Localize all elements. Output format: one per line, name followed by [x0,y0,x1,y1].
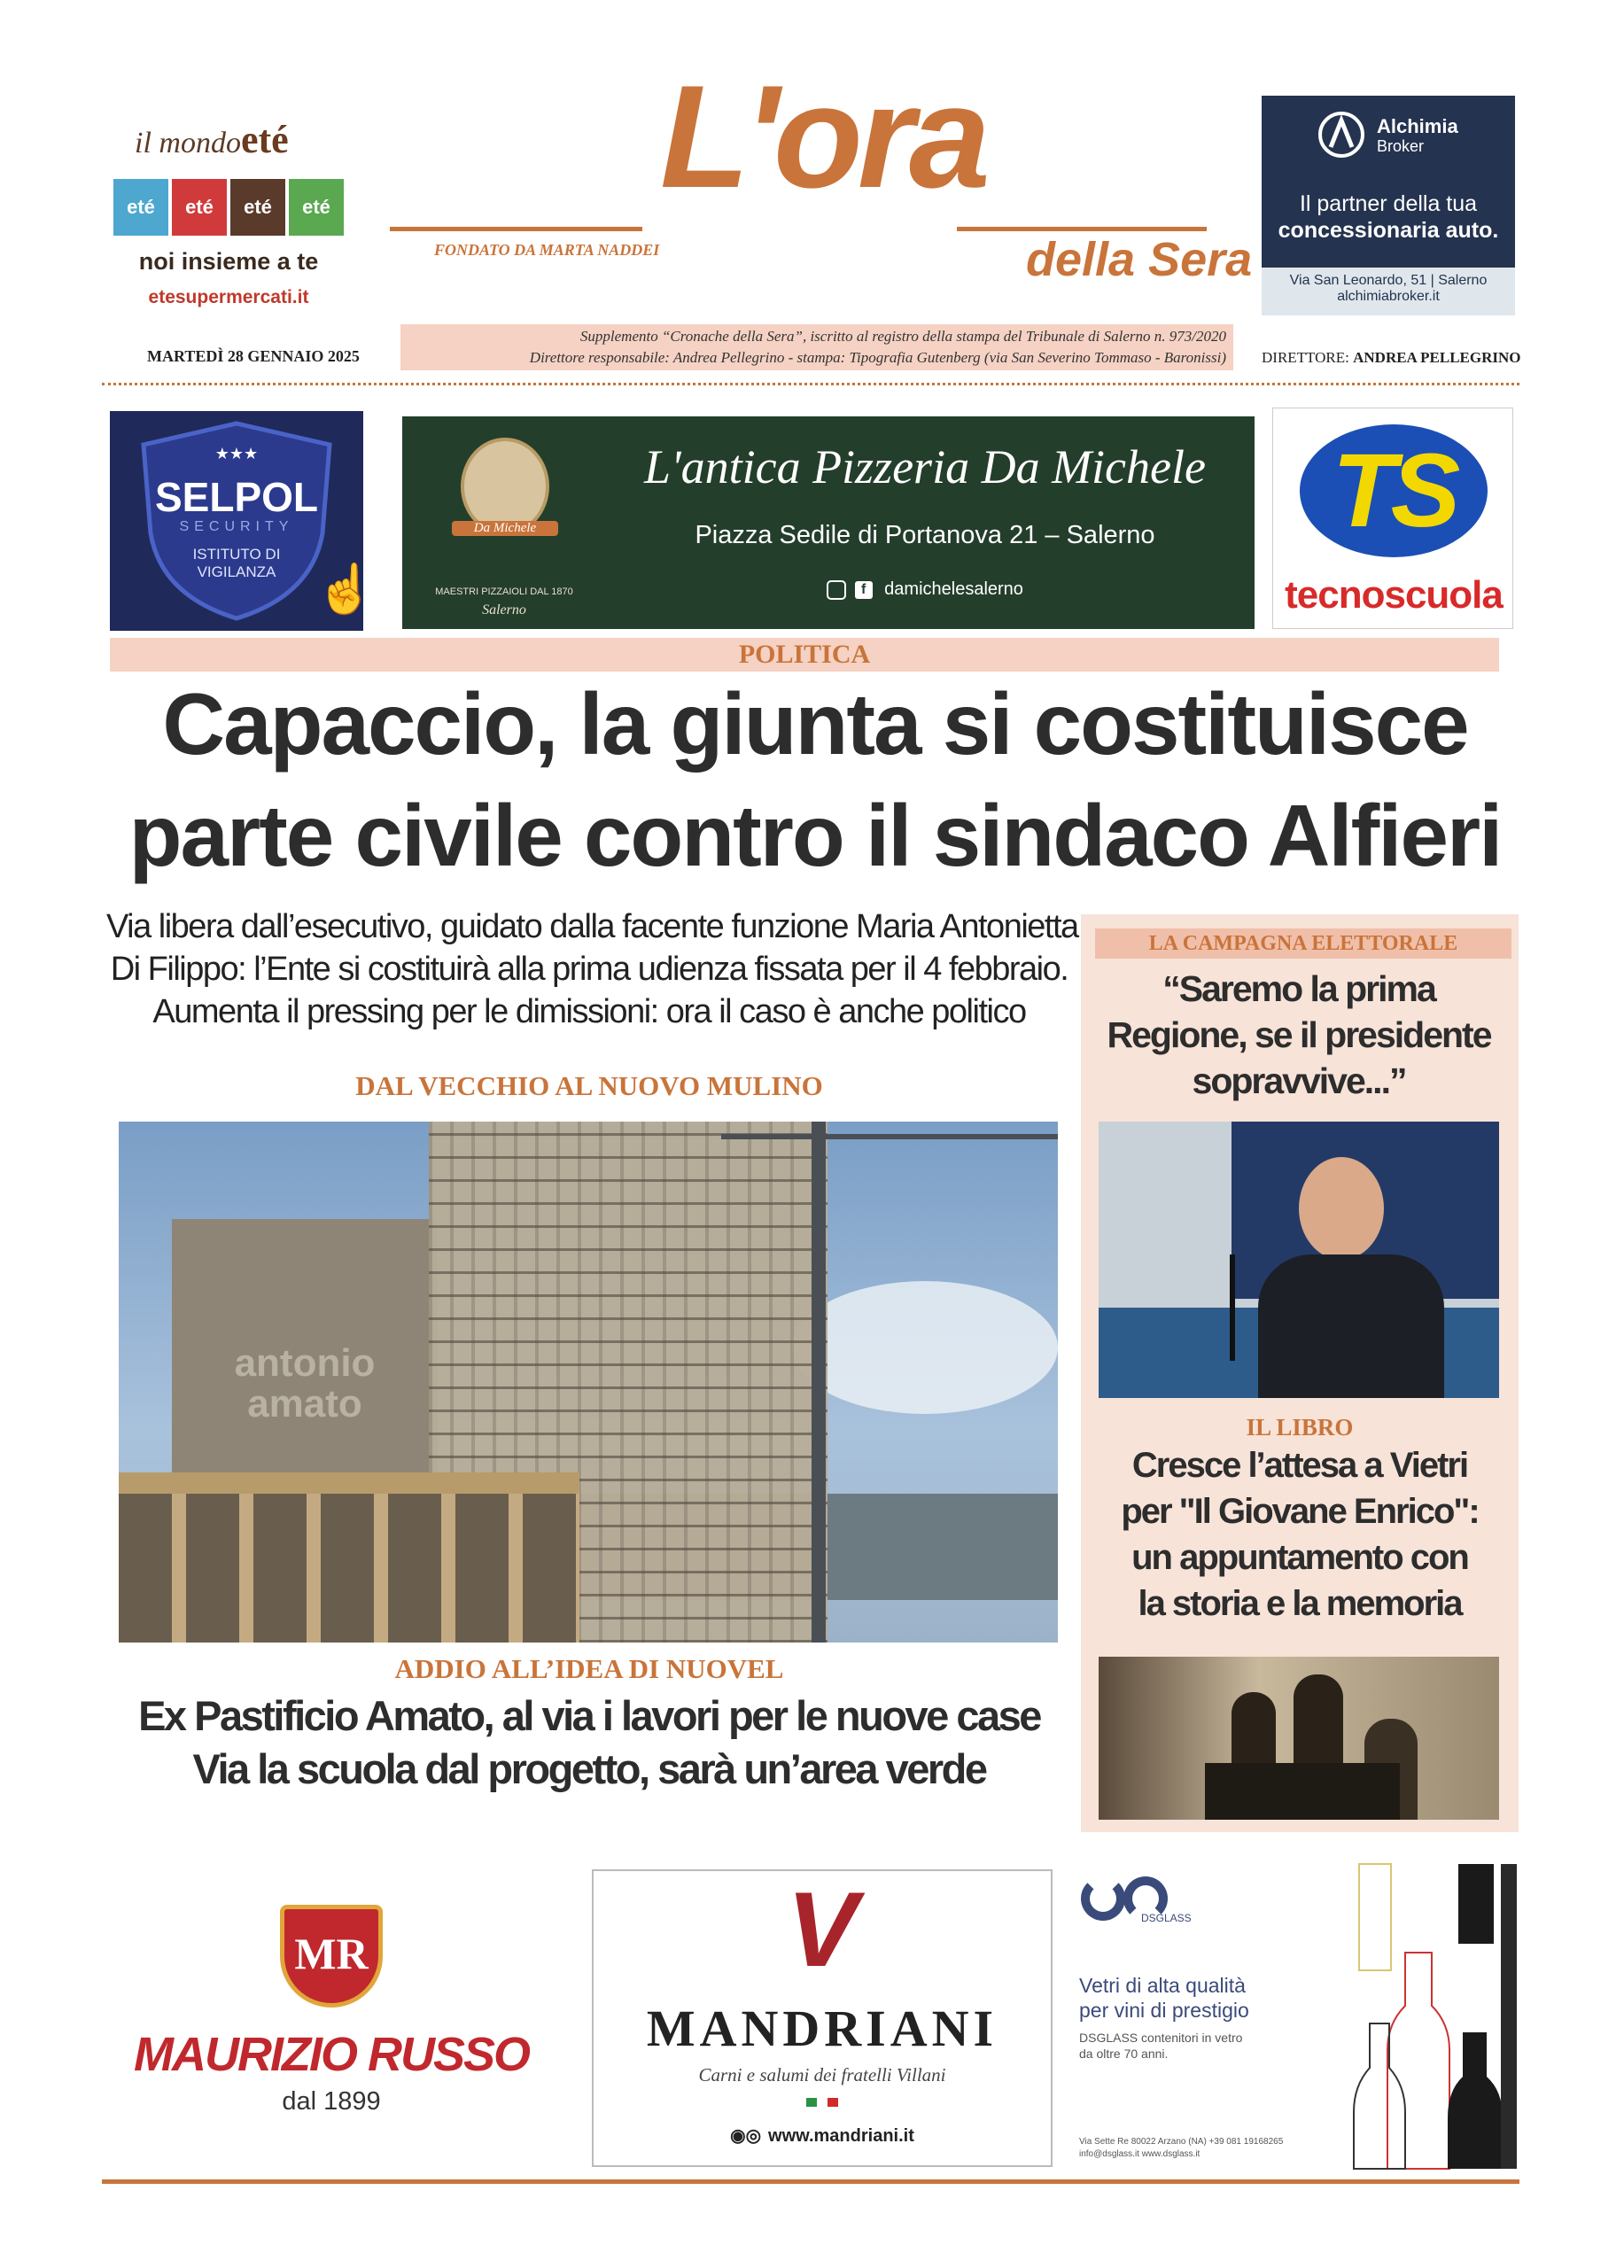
lead-deck-line3: Aumenta il pressing per le dimissioni: ora il caso è anche politico [152,993,1026,1030]
ad-selpol[interactable] [110,411,376,631]
maurizio-badge [280,1905,383,2008]
dsglass-logo-text: DSGLASS [1141,1912,1192,1924]
masthead-rule-left [390,227,642,231]
photo-table-2 [1205,1763,1400,1820]
alchimia-address: Via San Leonardo, 51 | Salerno [1289,273,1488,288]
lead-deck [106,905,1078,1033]
masthead-founded: FONDATO DA MARTA NADDEI [434,241,660,259]
alchimia-footer [1262,268,1515,315]
ete-brand-bold: eté [240,118,289,161]
sidebar-quote-line2: Regione, se il presidente [1107,1014,1491,1055]
sidebar-book-line2: per "Il Giovane Enrico": [1121,1492,1479,1531]
ete-tile-1: eté [113,179,168,236]
masthead-title: L'ora [660,55,985,218]
maurizio-mono: MR [294,1929,369,1978]
selpol-stars: ★★★ [214,445,259,462]
mandriani-tagline: Carni e salumi dei fratelli Villani [698,2064,946,2085]
supplement-line1: Supplemento “Cronache della Sera”, iscritto al registro della stampa del Tribunale di Salerno n. 973/2020 [579,328,1226,345]
dsglass-address: Via Sette Re 80022 Arzano (NA) +39 081 19168265 [1079,2137,1284,2147]
alchimia-name-2: Broker [1377,137,1425,155]
sidebar-quote-line1: “Saremo la prima [1162,968,1435,1009]
sidebar-book-line1: Cresce l’attesa a Vietri [1131,1446,1468,1485]
lead-headline-line2[interactable]: parte civile contro il sindaco Alfieri [128,787,1502,884]
photo-speaker-head [1299,1157,1384,1260]
photo-windows [119,1494,579,1643]
masthead-date: MARTEDÌ 28 GENNAIO 2025 [147,347,360,365]
sidebar-book-line3: un appuntamento con [1131,1538,1468,1577]
selpol-name: SELPOL [154,474,319,520]
sidebar-quote[interactable] [1086,966,1511,1104]
selpol-line2: VIGILANZA [197,563,276,580]
ad-dsglass[interactable] [1077,1864,1517,2169]
ete-tile-4: eté [289,179,344,236]
selpol-line1: ISTITUTO DI [192,546,281,563]
ete-tile-2: eté [172,179,227,236]
wine-bottles-illustration [1352,1864,1517,2169]
ete-tiles [113,179,344,236]
ad-ete-supermercati[interactable] [108,97,349,319]
photo-facade-text-2: amato [247,1382,362,1425]
ete-brand-text: il mondo [135,127,241,159]
masthead-divider [102,383,1519,385]
footer-rule [102,2179,1519,2184]
dsglass-line1: Vetri di alta qualità [1079,1974,1246,1997]
italy-flag-icon [806,2098,838,2107]
pizzeria-badge [434,425,576,576]
mandriani-contacts[interactable] [594,2124,1051,2147]
pizzeria-address: Piazza Sedile di Portanova 21 – Salerno [695,521,1155,549]
dsglass-line3: DSGLASS contenitori in vetro [1079,2031,1243,2045]
ete-tile-3: eté [230,179,285,236]
photo-figure-2 [1294,1674,1343,1772]
masthead-director [1262,349,1527,367]
photo-facade-text-1: antonio [234,1341,376,1385]
kicker-nuovel: ADDIO ALL’IDEA DI NUOVEL [394,1653,784,1684]
tecnoscuola-logo [1300,424,1488,557]
facebook-icon: f [855,581,873,599]
lead-deck-line1: Via libera dall’esecutivo, guidato dalla facente funzione Maria Antonietta [106,908,1078,945]
photo-crane [812,1122,826,1643]
alchimia-line1: Il partner della tua [1299,191,1478,216]
pizzeria-city: Salerno [482,602,526,617]
lead-headline-line1[interactable]: Capaccio, la giunta si costituisce [162,675,1468,773]
photo-historic-event[interactable] [1099,1657,1499,1820]
masthead-supplement [400,324,1233,370]
ad-maurizio-russo[interactable] [110,1869,553,2135]
tecnoscuola-name: tecnoscuola [1285,573,1503,617]
section-band-politica [110,638,1499,672]
photo-de-luca[interactable] [1099,1122,1499,1398]
alchimia-name-1: Alchimia [1377,115,1458,137]
supplement-line2: Direttore responsabile: Andrea Pellegrino - stampa: Tipografia Gutenberg (via San Severino Tommaso - Baronissi) [529,349,1226,366]
ad-alchimia-broker[interactable] [1262,96,1515,315]
social-icons: ◉◎ [730,2126,762,2146]
photo-crane-arm [721,1134,1058,1139]
second-headline-line2[interactable]: Via la scuola dal progetto, sarà un’area verde [192,1745,986,1792]
ete-brand [135,117,289,162]
selpol-sub: SECURITY [179,519,294,534]
masthead-rule-right [957,227,1207,231]
dsglass-contacts[interactable]: info@dsglass.it www.dsglass.it [1079,2149,1201,2159]
maurizio-since: dal 1899 [282,2087,381,2116]
lead-deck-line2: Di Filippo: l’Ente si costituirà alla prima udienza fissata per il 4 febbraio. [110,951,1068,988]
sidebar-kicker-band [1095,928,1511,959]
mandriani-mark: V [786,1870,859,1989]
pizzeria-masters: MAESTRI PIZZAIOLI DAL 1870 [435,586,573,597]
hand-pointer-icon: ☝ [315,563,376,616]
ad-tecnoscuola[interactable] [1272,408,1513,629]
ete-tagline: noi insieme a te [138,248,319,275]
mandriani-name: MANDRIANI [646,2000,998,2057]
instagram-icon [827,580,846,600]
photo-facade-text [181,1343,429,1425]
ad-mandriani[interactable] [592,1869,1053,2167]
director-label: DIRETTORE: [1262,349,1349,366]
second-headline-line1[interactable]: Ex Pastificio Amato, al via i lavori per le nuove case [138,1692,1040,1739]
kicker-mulino: DAL VECCHIO AL NUOVO MULINO [355,1070,823,1101]
photo-speaker-body [1258,1254,1444,1398]
alchimia-name [1377,117,1458,156]
pizzeria-name: L'antica Pizzeria Da Michele [644,440,1206,493]
sidebar-book-line4: la storia e la memoria [1138,1584,1462,1623]
sidebar-book[interactable] [1083,1442,1517,1627]
photo-cloud [792,1281,1058,1414]
masthead-subtitle: della Sera [1026,233,1253,286]
dsglass-line2: per vini di prestigio [1079,1999,1249,2022]
ete-url[interactable]: etesupermercati.it [148,287,309,307]
sidebar-quote-line3: sopravvive...” [1192,1060,1406,1101]
section-label: POLITICA [738,640,871,669]
ad-pizzeria-da-michele[interactable] [402,416,1255,629]
alchimia-line2: concessionaria auto. [1278,218,1499,243]
photo-microphone [1230,1254,1235,1361]
dsglass-line4: da oltre 70 anni. [1079,2047,1169,2061]
director-name: ANDREA PELLEGRINO [1353,349,1521,366]
tecnoscuola-logo-text: TS [1332,432,1456,549]
sidebar-kicker-libro: IL LIBRO [1246,1414,1354,1441]
dsglass-ring-1 [1081,1876,1125,1921]
photo-pastificio[interactable] [119,1122,1058,1643]
pizzeria-social[interactable] [606,579,1244,600]
pizzeria-badge-label: Da Michele [452,521,558,536]
pizzeria-social-handle: damichelesalerno [884,579,1023,599]
maurizio-name: MAURIZIO RUSSO [133,2028,529,2081]
photo-figure-1 [1232,1692,1276,1772]
alchimia-url[interactable]: alchimiabroker.it [1337,289,1440,304]
sidebar-kicker-campagna: LA CAMPAGNA ELETTORALE [1148,932,1458,955]
alchimia-logo-icon [1315,108,1368,161]
mandriani-url: www.mandriani.it [768,2126,914,2146]
